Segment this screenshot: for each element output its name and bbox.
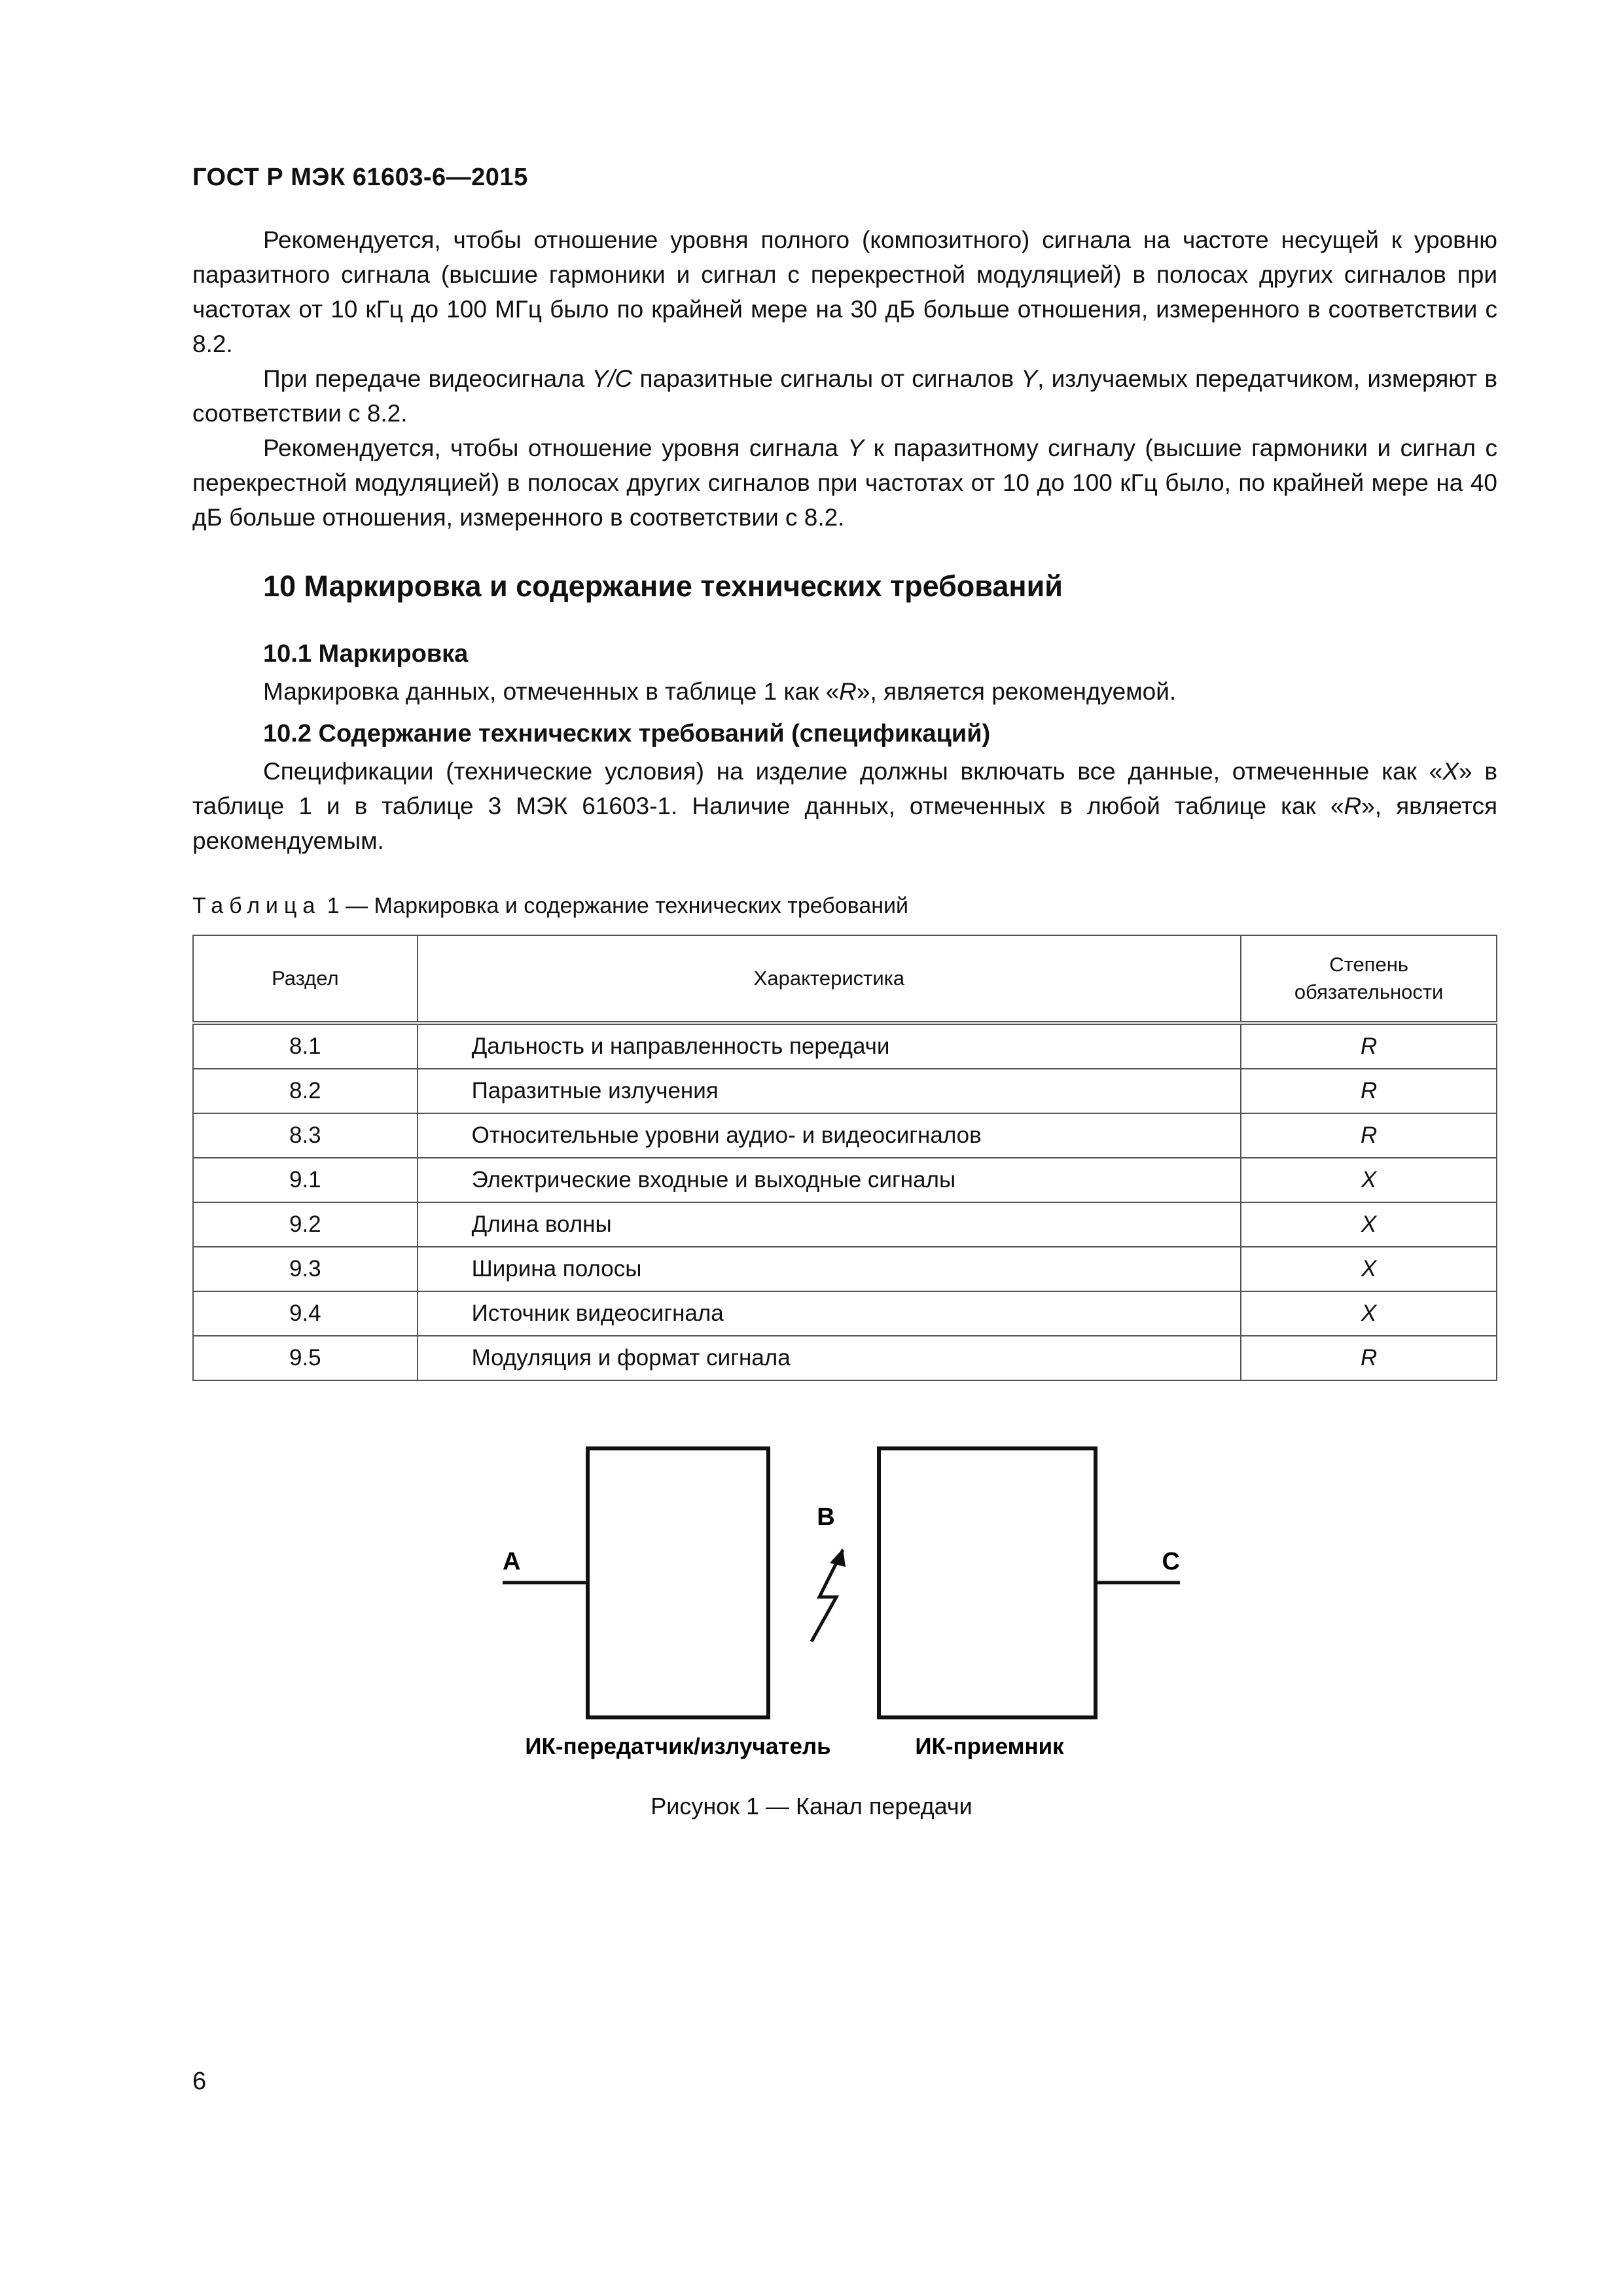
text-run: Рекомендуется, чтобы отношение уровня полного (композитного) сигнала на частоте несущей к уровню паразитного сигнала (высшие гармоники и сигнал с перекрестной модуляцией) в полосах других сигналов при частотах от 10 кГц до 100 МГц было по крайней мере на 30 дБ больше отношения, измеренного в соответствии с 8.2. bbox=[192, 226, 1497, 357]
row-degree-cell: R bbox=[1241, 1023, 1497, 1069]
italic-symbol: X bbox=[1442, 758, 1459, 785]
label-b: B bbox=[817, 1503, 835, 1531]
transmitter-box bbox=[588, 1448, 768, 1717]
receiver-box bbox=[879, 1448, 1096, 1717]
text-run: паразитные сигналы от сигналов bbox=[632, 365, 1022, 392]
row-degree-cell: X bbox=[1241, 1202, 1497, 1247]
lightning-signal-icon bbox=[812, 1549, 846, 1641]
text-run: Маркировка данных, отмеченных в таблице 1 как « bbox=[263, 678, 840, 705]
receiver-label: ИК-приемник bbox=[915, 1734, 1064, 1759]
text-run: » в таблице 1 и в таблице 3 МЭК 61603-1. Наличие данных, отмеченных в любой таблице как « bbox=[192, 758, 1497, 819]
row-degree-cell: R bbox=[1241, 1336, 1497, 1380]
label-c: C bbox=[1162, 1548, 1180, 1575]
document-code-header: ГОСТ Р МЭК 61603-6—2015 bbox=[192, 164, 528, 191]
header-characteristic: Характеристика bbox=[418, 935, 1241, 1023]
row-degree-cell: X bbox=[1241, 1158, 1497, 1202]
row-section-cell: 9.5 bbox=[193, 1336, 418, 1380]
row-characteristic-cell: Паразитные излучения bbox=[418, 1069, 1241, 1113]
transmitter-label: ИК-передатчик/излучатель bbox=[525, 1734, 831, 1759]
text-run: Рекомендуется, чтобы отношение уровня сигнала bbox=[263, 435, 848, 461]
row-section-cell: 8.3 bbox=[193, 1113, 418, 1158]
subsection-heading-10-1: 10.1 Маркировка bbox=[263, 640, 469, 668]
row-degree-cell: R bbox=[1241, 1113, 1497, 1158]
header-section: Раздел bbox=[193, 935, 418, 1023]
row-section-cell: 8.1 bbox=[193, 1023, 418, 1069]
row-characteristic-cell: Дальность и направленность передачи bbox=[418, 1023, 1241, 1069]
text-run: », является рекомендуемой. bbox=[856, 678, 1177, 705]
row-characteristic-cell: Источник видеосигнала bbox=[418, 1291, 1241, 1336]
section-heading-10: 10 Маркировка и содержание технических требований bbox=[263, 569, 1063, 603]
page-number: 6 bbox=[192, 2068, 207, 2095]
label-a: A bbox=[503, 1548, 521, 1575]
row-characteristic-cell: Относительные уровни аудио- и видеосигналов bbox=[418, 1113, 1241, 1158]
italic-symbol: Y/C bbox=[592, 365, 633, 392]
text-run: При передаче видеосигнала bbox=[263, 365, 592, 392]
header-degree-text: Степень обязательности bbox=[1294, 953, 1444, 1003]
italic-symbol: Y bbox=[1021, 365, 1038, 392]
row-section-cell: 9.2 bbox=[193, 1202, 418, 1247]
table-caption-word: Таблица bbox=[192, 893, 321, 918]
row-degree-cell: X bbox=[1241, 1291, 1497, 1336]
row-characteristic-cell: Модуляция и формат сигнала bbox=[418, 1336, 1241, 1380]
text-run: », является рекомендуемым. bbox=[192, 793, 1497, 854]
row-degree-cell: X bbox=[1241, 1247, 1497, 1291]
table-caption-text: 1 — Маркировка и содержание технических требований bbox=[321, 893, 909, 918]
subsection-heading-10-2: 10.2 Содержание технических требований (спецификаций) bbox=[263, 720, 991, 747]
text-run: , излучаемых передатчиком, измеряют в соответствии с 8.2. bbox=[192, 365, 1497, 427]
row-characteristic-cell: Электрические входные и выходные сигналы bbox=[418, 1158, 1241, 1202]
italic-symbol: R bbox=[839, 678, 857, 705]
row-section-cell: 8.2 bbox=[193, 1069, 418, 1113]
row-characteristic-cell: Длина волны bbox=[418, 1202, 1241, 1247]
row-section-cell: 9.3 bbox=[193, 1247, 418, 1291]
text-run: к паразитному сигналу (высшие гармоники и сигнал с перекрестной модуляцией) в полосах других сигналов при частотах от 10 до 100 кГц было, по крайней мере на 40 дБ больше отношения, измеренного в соответствии с 8.2. bbox=[192, 435, 1497, 531]
figure-caption: Рисунок 1 — Канал передачи bbox=[651, 1793, 972, 1820]
italic-symbol: R bbox=[1344, 793, 1362, 819]
italic-symbol: Y bbox=[847, 435, 865, 461]
row-degree-cell: R bbox=[1241, 1069, 1497, 1113]
row-section-cell: 9.4 bbox=[193, 1291, 418, 1336]
row-characteristic-cell: Ширина полосы bbox=[418, 1247, 1241, 1291]
text-run: Спецификации (технические условия) на изделие должны включать все данные, отмеченные как « bbox=[263, 758, 1443, 785]
row-section-cell: 9.1 bbox=[193, 1158, 418, 1202]
